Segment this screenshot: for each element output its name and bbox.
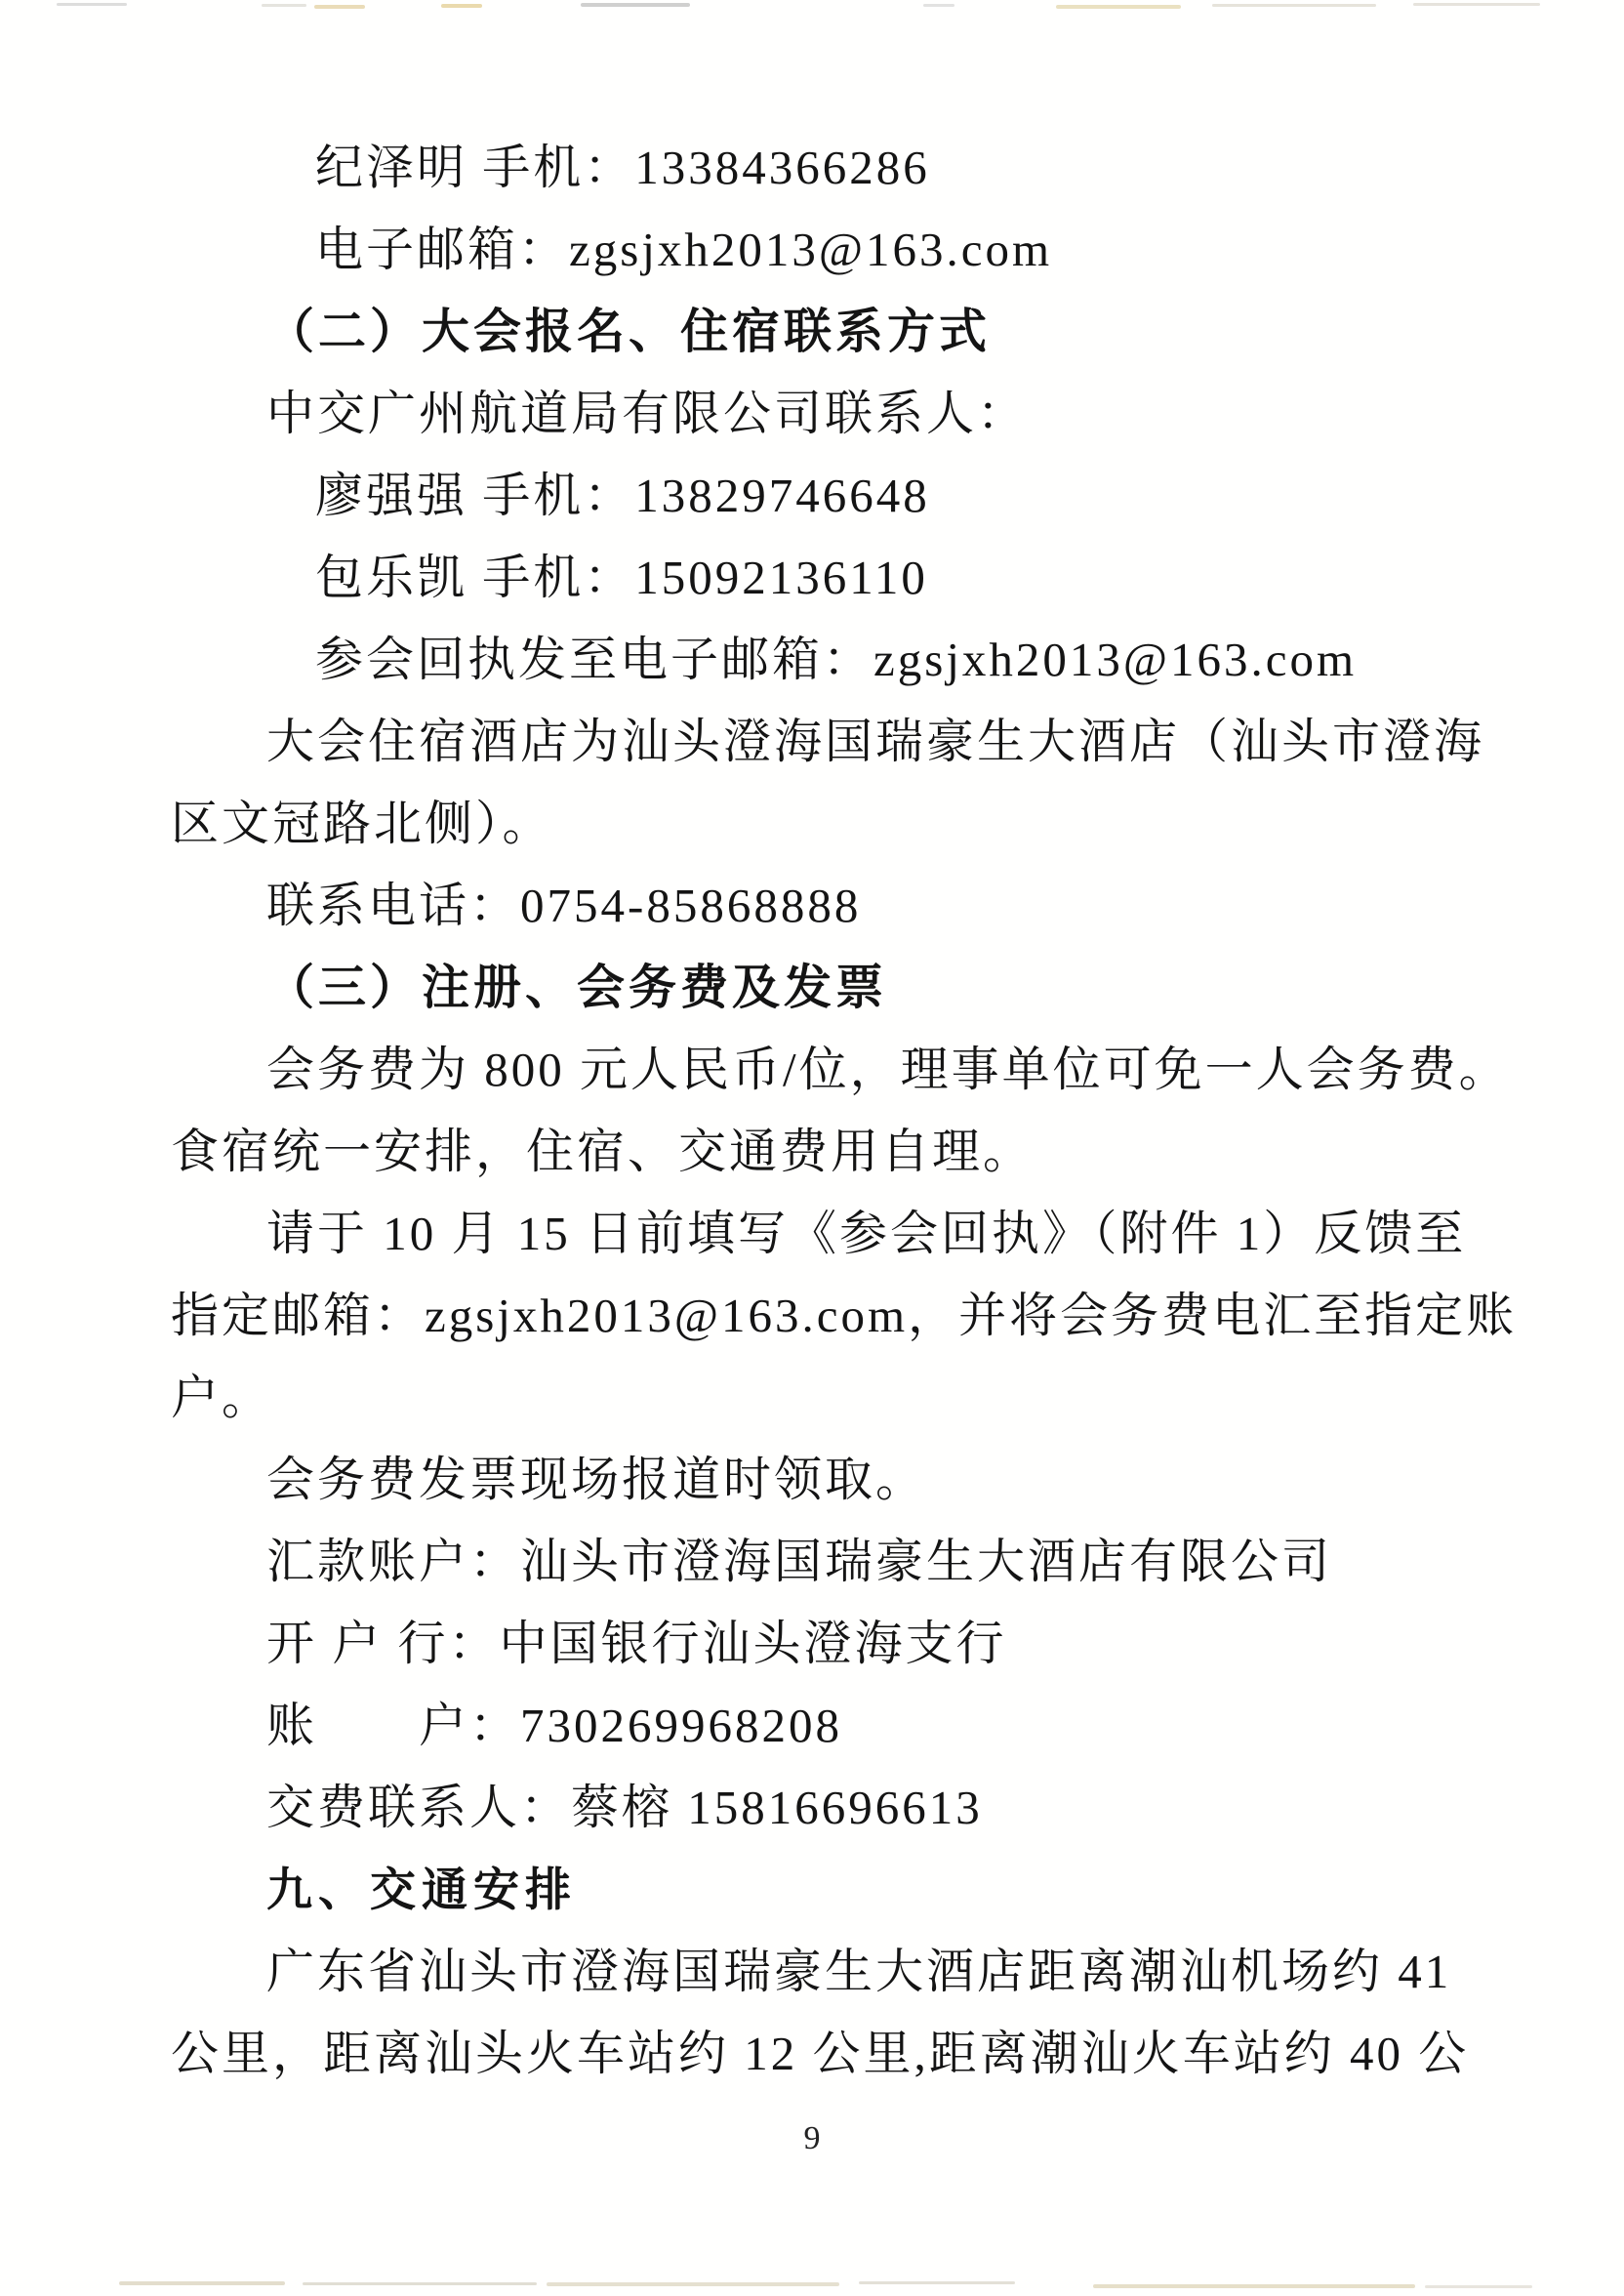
account-number-line: 账 户：730269968208: [266, 1699, 843, 1752]
invoice-pickup-line: 会务费发票现场报道时领取。: [266, 1453, 927, 1506]
scan-smudge: [1413, 3, 1540, 6]
hotel-info-line-1: 大会住宿酒店为汕头澄海国瑞豪生大酒店（汕头市澄海: [266, 715, 1485, 768]
section-3-heading: （三）注册、会务费及发票: [266, 961, 888, 1014]
remit-account-name-line: 汇款账户：汕头市澄海国瑞豪生大酒店有限公司: [266, 1535, 1333, 1588]
deadline-line-3: 户。: [171, 1371, 273, 1424]
receipt-email-line: 参会回执发至电子邮箱：zgsjxh2013@163.com: [315, 633, 1358, 686]
scan-smudge: [1056, 5, 1181, 9]
contact-ji-email-line: 电子邮箱：zgsjxh2013@163.com: [315, 223, 1053, 276]
section-2-heading: （二）大会报名、住宿联系方式: [266, 305, 992, 358]
scan-smudge: [262, 4, 306, 7]
scan-smudge: [1093, 2284, 1415, 2288]
scan-smudge: [441, 4, 482, 8]
contact-liao-phone-line: 廖强强 手机：13829746648: [315, 469, 930, 522]
scan-smudge: [1425, 2285, 1532, 2288]
scan-smudge: [923, 4, 954, 7]
fee-line-1: 会务费为 800 元人民币/位，理事单位可免一人会务费。: [266, 1043, 1510, 1096]
page-number: 9: [803, 2120, 821, 2156]
deadline-line-1: 请于 10 月 15 日前填写《参会回执》（附件 1）反馈至: [266, 1207, 1467, 1260]
contact-bao-phone-line: 包乐凯 手机：15092136110: [315, 551, 928, 604]
deadline-line-2: 指定邮箱：zgsjxh2013@163.com，并将会务费电汇至指定账: [171, 1289, 1518, 1342]
scan-smudge: [1212, 4, 1376, 7]
scan-smudge: [859, 2281, 1015, 2284]
hotel-phone-line: 联系电话：0754-85868888: [266, 879, 862, 932]
scan-smudge: [547, 2282, 839, 2286]
transport-line-1: 广东省汕头市澄海国瑞豪生大酒店距离潮汕机场约 41: [266, 1945, 1452, 1998]
scan-smudge: [314, 5, 365, 9]
bank-line: 开 户 行：中国银行汕头澄海支行: [266, 1617, 1007, 1670]
scan-smudge: [303, 2282, 537, 2285]
payment-contact-line: 交费联系人：蔡榕 15816696613: [266, 1781, 983, 1834]
scan-smudge: [581, 3, 690, 7]
section-9-heading: 九、交通安排: [266, 1864, 577, 1915]
hotel-info-line-2: 区文冠路北侧）。: [171, 797, 553, 850]
document-body: [171, 127, 1518, 2095]
fee-line-2: 食宿统一安排，住宿、交通费用自理。: [171, 1125, 1035, 1178]
company-contact-line: 中交广州航道局有限公司联系人：: [266, 387, 1029, 440]
transport-line-2: 公里，距离汕头火车站约 12 公里,距离潮汕火车站约 40 公: [171, 2027, 1470, 2080]
scan-smudge: [119, 2281, 285, 2285]
contact-ji-phone-line: 纪泽明 手机：13384366286: [315, 141, 930, 194]
scan-smudge: [57, 3, 127, 6]
